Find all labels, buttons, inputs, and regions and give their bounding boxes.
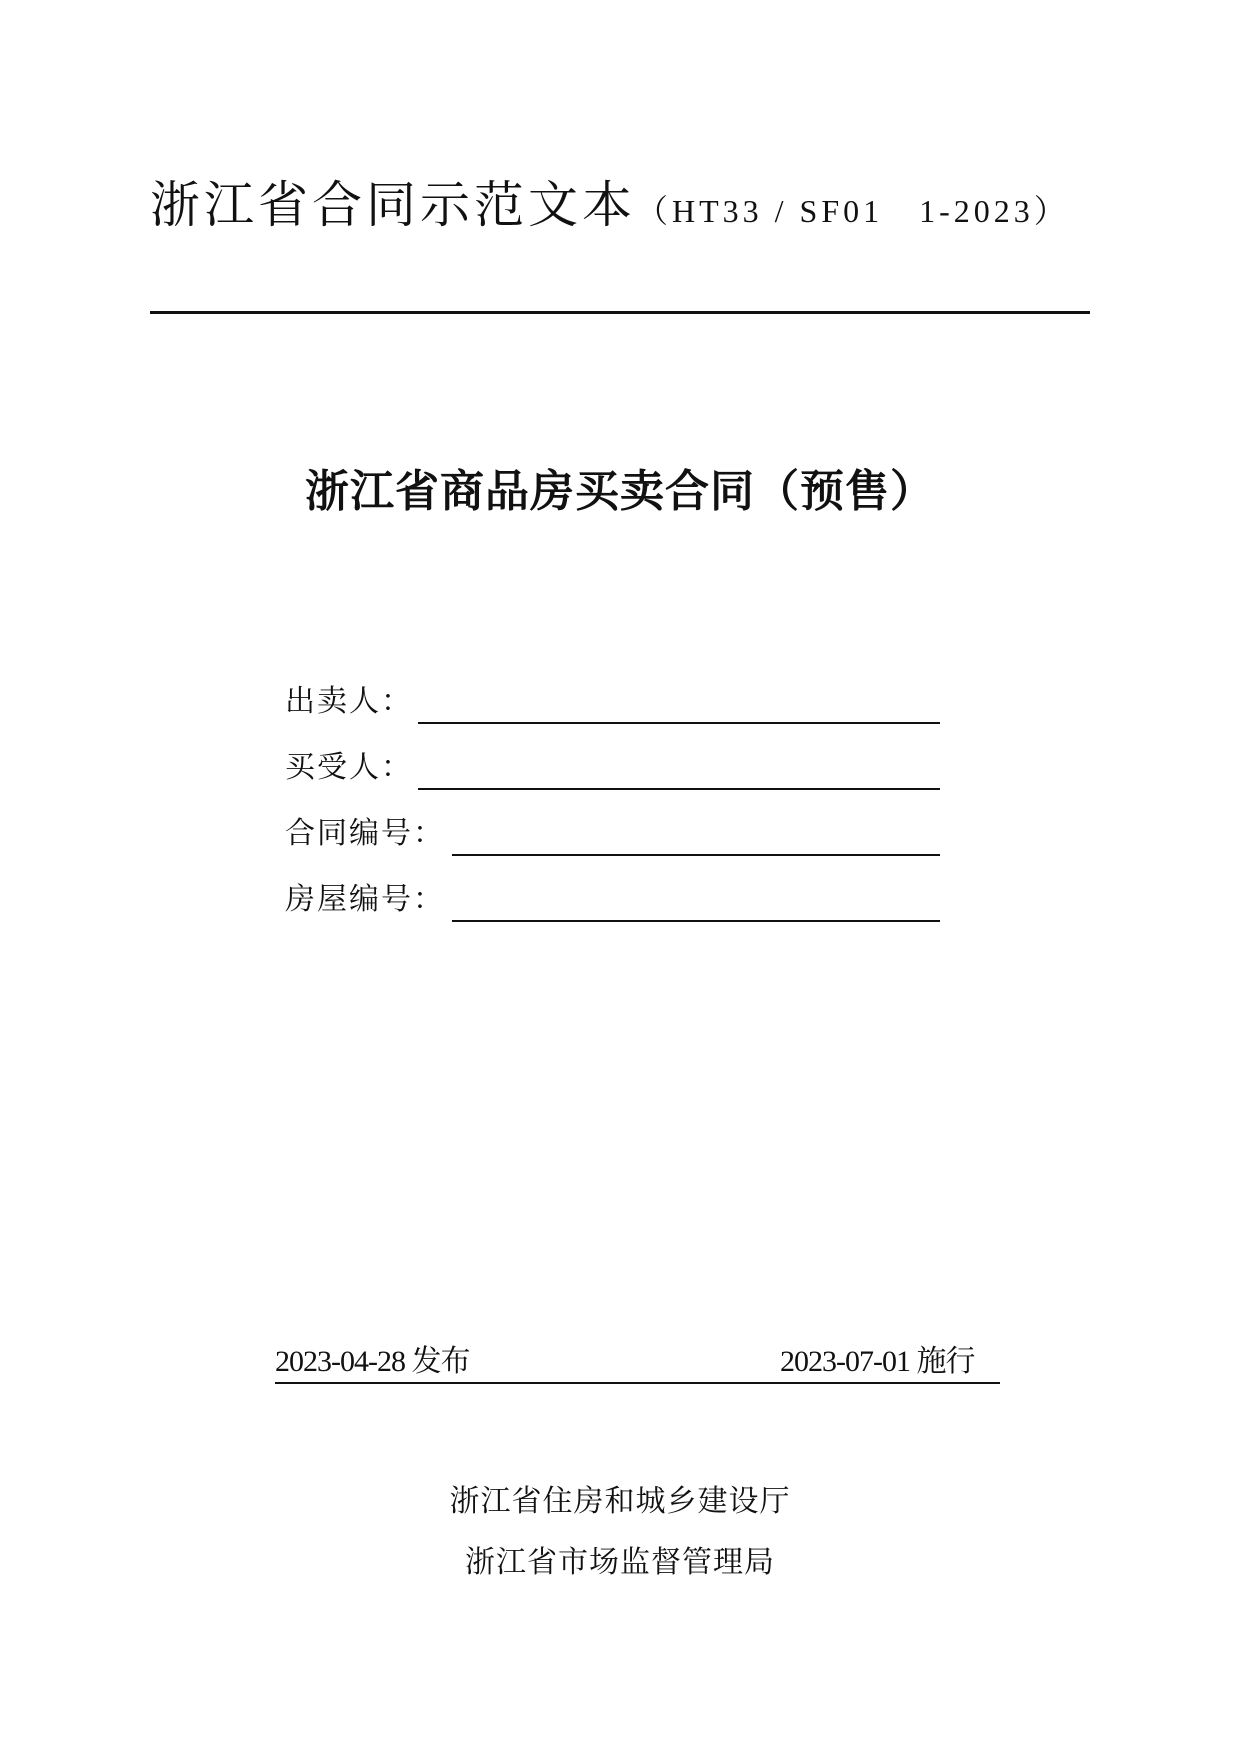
date-line bbox=[275, 1342, 1000, 1384]
seller-input-line[interactable] bbox=[418, 722, 940, 724]
buyer-field bbox=[285, 746, 940, 790]
buyer-input-line[interactable] bbox=[418, 788, 940, 790]
seller-label: 出卖人： bbox=[285, 684, 413, 719]
issuer-housing-department: 浙江省住房和城乡建设厅 bbox=[449, 1484, 791, 1519]
house-number-field bbox=[285, 878, 940, 922]
template-code: （HT33 / SF01 1-2023） bbox=[636, 193, 1070, 229]
contract-number-field bbox=[285, 812, 940, 856]
house-number-label: 房屋编号： bbox=[285, 882, 445, 917]
header-divider bbox=[150, 311, 1090, 314]
buyer-label: 买受人： bbox=[285, 750, 413, 785]
effective-date: 2023-07-01 施行 bbox=[780, 1345, 975, 1378]
template-series-name: 浙江省合同示范文本 bbox=[150, 176, 636, 234]
publish-date: 2023-04-28 发布 bbox=[275, 1345, 470, 1378]
issuer-market-regulation: 浙江省市场监督管理局 bbox=[465, 1545, 775, 1580]
house-number-input-line[interactable] bbox=[452, 920, 940, 922]
seller-field bbox=[285, 680, 940, 724]
contract-number-input-line[interactable] bbox=[452, 854, 940, 856]
document-title: 浙江省商品房买卖合同（预售） bbox=[305, 466, 935, 517]
contract-number-label: 合同编号： bbox=[285, 816, 445, 851]
template-series-title bbox=[150, 176, 1070, 234]
